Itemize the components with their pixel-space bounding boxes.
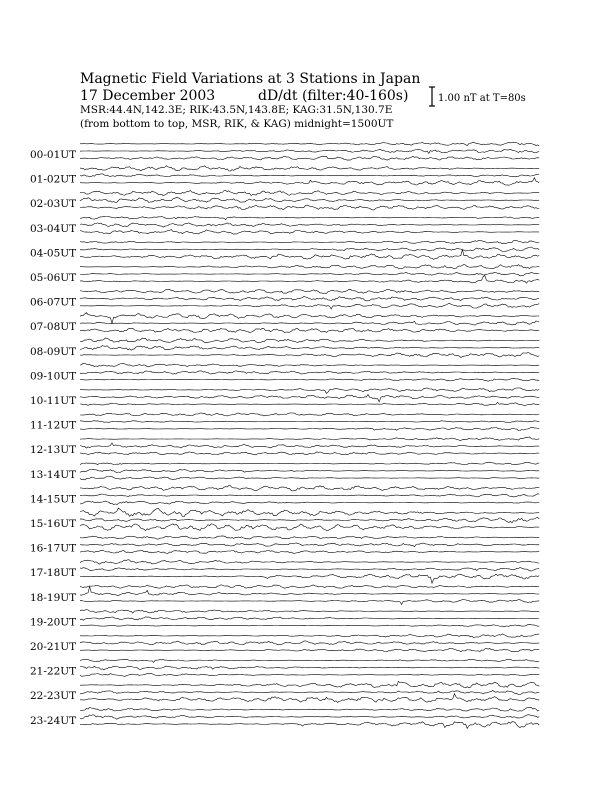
trace-msr-16-17ut [80, 550, 539, 553]
trace-rik-05-06ut [80, 272, 539, 276]
trace-msr-23-24ut [80, 722, 539, 729]
trace-msr-09-10ut [80, 378, 539, 381]
trace-rik-19-20ut [80, 617, 539, 620]
hour-label: 11-12UT [30, 419, 77, 432]
trace-rik-13-14ut [80, 469, 539, 472]
trace-msr-06-07ut [80, 304, 539, 310]
trace-msr-03-04ut [80, 230, 539, 235]
hour-label: 16-17UT [30, 542, 77, 555]
scale-bar-icon [429, 87, 435, 106]
hour-label: 06-07UT [30, 296, 77, 309]
trace-kag-06-07ut [80, 289, 539, 293]
trace-msr-19-20ut [80, 624, 539, 627]
trace-kag-12-13ut [80, 437, 539, 441]
trace-msr-02-03ut [80, 205, 539, 210]
trace-kag-11-12ut [80, 413, 539, 416]
trace-msr-12-13ut [80, 452, 539, 455]
trace-msr-07-08ut [80, 328, 539, 333]
trace-kag-16-17ut [80, 536, 539, 539]
trace-kag-05-06ut [80, 265, 539, 269]
trace-msr-08-09ut [80, 353, 539, 358]
scale-bar-label: 1.00 nT at T=80s [438, 93, 526, 104]
hour-label: 00-01UT [30, 149, 77, 161]
hour-label: 02-03UT [30, 198, 77, 211]
trace-kag-23-24ut [80, 707, 539, 711]
trace-kag-09-10ut [80, 363, 539, 367]
hour-label: 18-19UT [30, 591, 77, 604]
hour-label: 20-21UT [30, 641, 77, 653]
trace-msr-00-01ut [80, 156, 539, 160]
trace-kag-22-23ut [80, 681, 539, 687]
trace-rik-01-02ut [80, 174, 539, 177]
trace-rik-17-18ut [80, 568, 539, 572]
trace-msr-21-22ut [80, 673, 539, 676]
trace-msr-15-16ut [80, 524, 539, 531]
trace-rik-22-23ut [80, 690, 539, 694]
hour-label: 10-11UT [30, 395, 77, 407]
hour-label: 04-05UT [30, 247, 77, 260]
trace-msr-20-21ut [80, 648, 539, 652]
trace-rik-15-16ut [80, 517, 539, 523]
hour-label: 07-08UT [30, 321, 77, 334]
hour-label: 05-06UT [30, 272, 77, 284]
trace-kag-18-19ut [80, 585, 539, 589]
trace-kag-04-05ut [80, 240, 539, 243]
trace-kag-00-01ut [80, 142, 539, 146]
trace-kag-15-16ut [80, 508, 539, 517]
trace-msr-01-02ut [80, 178, 539, 186]
trace-kag-21-22ut [80, 659, 539, 662]
trace-kag-19-20ut [80, 609, 539, 613]
trace-kag-20-21ut [80, 634, 539, 638]
trace-rik-12-13ut [80, 443, 539, 448]
trace-msr-05-06ut [80, 276, 539, 284]
hour-label: 01-02UT [30, 173, 77, 186]
trace-kag-14-15ut [80, 486, 539, 492]
hour-label: 14-15UT [30, 493, 77, 506]
trace-msr-11-12ut [80, 427, 539, 430]
trace-rik-07-08ut [80, 321, 539, 325]
trace-rik-23-24ut [80, 715, 539, 720]
station-order-note: (from bottom to top, MSR, RIK, & KAG) midnight=1500UT [80, 118, 394, 130]
trace-rik-16-17ut [80, 543, 539, 547]
trace-rik-08-09ut [80, 346, 539, 351]
trace-rik-06-07ut [80, 296, 539, 300]
trace-rik-09-10ut [80, 371, 539, 374]
hour-label: 03-04UT [30, 222, 77, 235]
trace-msr-18-19ut [80, 600, 539, 605]
trace-rik-11-12ut [80, 421, 539, 423]
trace-rik-14-15ut [80, 494, 539, 497]
trace-kag-07-08ut [80, 313, 539, 324]
trace-msr-17-18ut [80, 574, 539, 583]
trace-rik-03-04ut [80, 223, 539, 227]
trace-msr-04-05ut [80, 250, 539, 260]
trace-kag-01-02ut [80, 166, 539, 171]
trace-msr-10-11ut [80, 402, 539, 405]
hour-label: 21-22UT [30, 665, 77, 678]
hour-label: 13-14UT [30, 468, 77, 481]
trace-msr-13-14ut [80, 476, 539, 480]
trace-rik-21-22ut [80, 666, 539, 670]
trace-kag-13-14ut [80, 462, 539, 464]
trace-kag-17-18ut [80, 560, 539, 564]
trace-msr-22-23ut [80, 694, 539, 703]
trace-kag-08-09ut [80, 338, 539, 343]
trace-rik-20-21ut [80, 641, 539, 645]
chart-date: 17 December 2003 [80, 88, 216, 104]
hour-label: 22-23UT [30, 690, 77, 703]
hour-label: 15-16UT [30, 518, 77, 530]
hour-label: 17-18UT [30, 567, 77, 580]
station-coordinates: MSR:44.4N,142.3E; RIK:43.5N,143.8E; KAG:31.5N,130.7E [80, 104, 393, 116]
chart-title: Magnetic Field Variations at 3 Stations in Japan [80, 71, 421, 87]
trace-kag-10-11ut [80, 388, 539, 394]
trace-rik-10-11ut [80, 395, 539, 402]
hour-label: 19-20UT [30, 616, 77, 629]
trace-rik-00-01ut [80, 149, 539, 153]
hour-label: 12-13UT [30, 444, 77, 457]
hour-label: 23-24UT [30, 714, 77, 727]
trace-rik-18-19ut [80, 587, 539, 596]
trace-rik-04-05ut [80, 247, 539, 252]
hour-label: 09-10UT [30, 370, 77, 383]
trace-msr-14-15ut [80, 501, 539, 505]
trace-kag-02-03ut [80, 190, 539, 195]
chart-data-type: dD/dt (filter:40-160s) [258, 88, 409, 104]
hour-label: 08-09UT [30, 345, 77, 358]
trace-kag-03-04ut [80, 216, 539, 219]
trace-rik-02-03ut [80, 198, 539, 203]
